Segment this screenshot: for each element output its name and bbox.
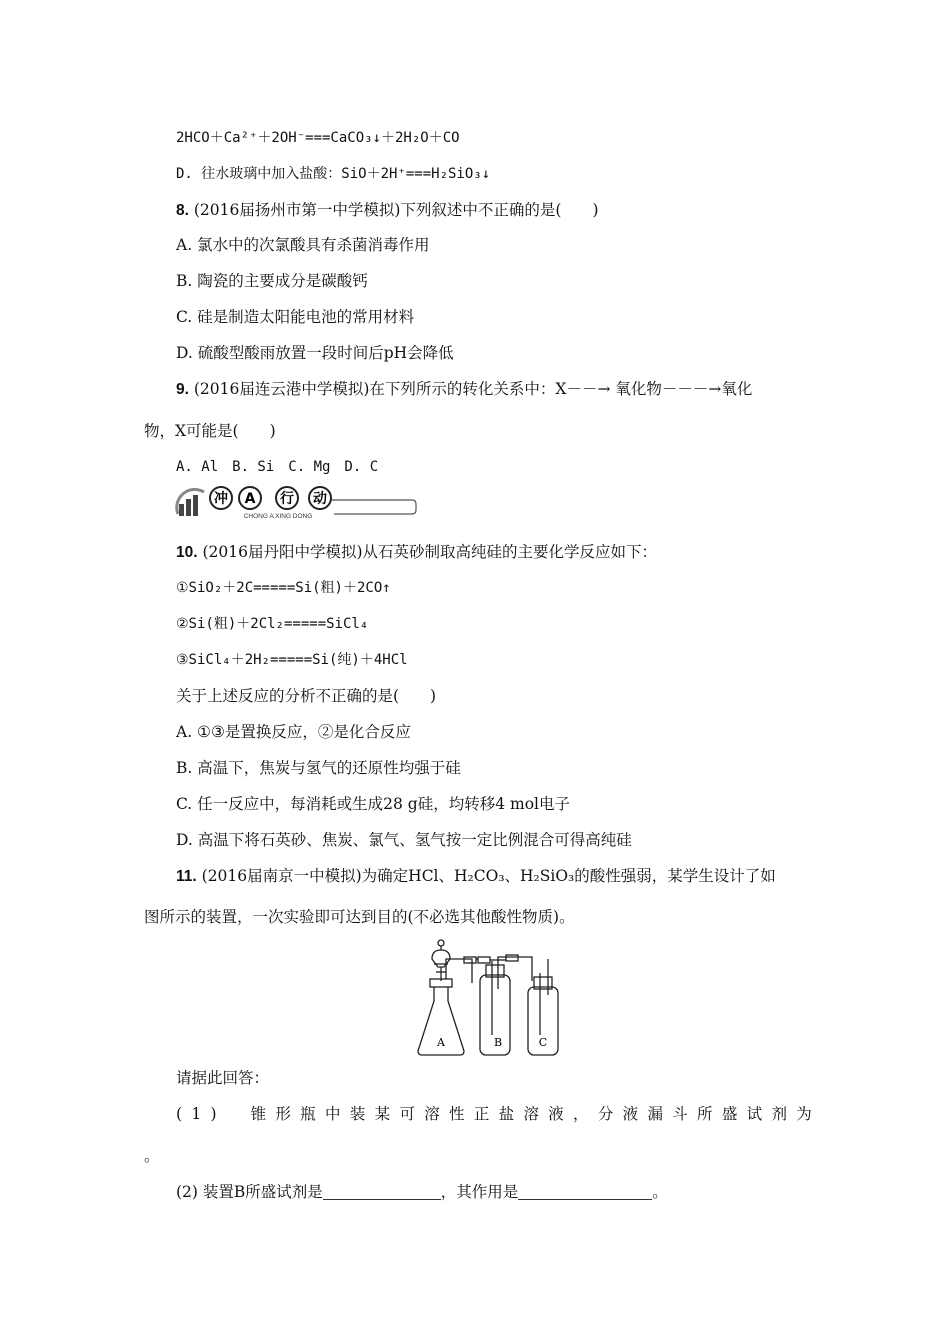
q8-number: 8.	[176, 202, 189, 219]
q11-sub2-b: ，其作用是	[440, 1183, 519, 1201]
q10-option-b: B. 高温下，焦炭与氢气的还原性均强于硅	[176, 759, 461, 777]
banner-char-1: 冲	[214, 491, 228, 507]
q10-question: 关于上述反应的分析不正确的是( )	[176, 687, 437, 705]
q11-number: 11.	[176, 868, 197, 885]
q10-stem-line	[176, 542, 657, 563]
q9-options: A. Al B. Si C. Mg D. C	[176, 459, 379, 475]
banner-char-2: A	[244, 491, 256, 507]
banner-bars-icon	[177, 489, 204, 516]
q10-reaction-3: ③SiCl₄＋2H₂=====Si(纯)＋4HCl	[176, 652, 408, 668]
answer-blank-reagent[interactable]	[323, 1185, 441, 1200]
section-banner	[174, 484, 420, 520]
label-b: B	[493, 1036, 503, 1049]
q9-stem-line	[176, 379, 752, 400]
q10-number: 10.	[176, 544, 198, 561]
q11-sub1-end: 。	[144, 1147, 160, 1165]
banner-char-4: 动	[313, 491, 327, 507]
q10-reaction-1: ①SiO₂＋2C=====Si(粗)＋2CO↑	[176, 580, 391, 596]
option-d-prev: D. 往水玻璃中加入盐酸：SiO＋2H⁺===H₂SiO₃↓	[176, 166, 491, 182]
q11-sub1: (1) 锥形瓶中装某可溶性正盐溶液，分液漏斗所盛试剂为	[176, 1105, 822, 1123]
q8-option-b: B. 陶瓷的主要成分是碳酸钙	[176, 272, 368, 290]
q10-reaction-2: ②Si(粗)＋2Cl₂=====SiCl₄	[176, 616, 369, 632]
q8-option-a: A. 氯水中的次氯酸具有杀菌消毒作用	[176, 236, 430, 254]
q9-stem: (2016届连云港中学模拟)在下列所示的转化关系中：X－－→ 氧化物－－－→氧化	[193, 380, 753, 398]
q11-stem-line	[176, 866, 776, 887]
apparatus-diagram	[410, 935, 570, 1059]
q11-stem: (2016届南京一中模拟)为确定HCl、H₂CO₃、H₂SiO₃的酸性强弱，某学生设计了如	[201, 867, 776, 885]
q11-prompt: 请据此回答：	[176, 1069, 270, 1087]
banner-pinyin: CHONG A XING DONG	[243, 513, 313, 520]
label-a: A	[437, 1036, 445, 1049]
q11-sub2-line	[176, 1182, 668, 1202]
q9-stem-continued: 物，X可能是( )	[144, 422, 276, 440]
label-c: C	[538, 1036, 548, 1049]
q11-sub2-c: 。	[652, 1183, 668, 1201]
q8-option-d: D. 硫酸型酸雨放置一段时间后pH会降低	[176, 344, 454, 362]
q8-stem-line	[176, 200, 599, 221]
q10-option-d: D. 高温下将石英砂、焦炭、氯气、氢气按一定比例混合可得高纯硅	[176, 831, 632, 849]
answer-blank-function[interactable]	[518, 1185, 652, 1200]
q8-stem: (2016届扬州市第一中学模拟)下列叙述中不正确的是( )	[193, 201, 599, 219]
q10-option-a: A. ①③是置换反应，②是化合反应	[176, 723, 411, 741]
q9-number: 9.	[176, 381, 189, 398]
equation-continuation: 2HCO＋Ca²⁺＋2OH⁻===CaCO₃↓＋2H₂O＋CO	[176, 130, 460, 146]
q8-option-c: C. 硅是制造太阳能电池的常用材料	[176, 308, 415, 326]
q10-stem: (2016届丹阳中学模拟)从石英砂制取高纯硅的主要化学反应如下：	[202, 543, 658, 561]
q11-stem-continued: 图所示的装置，一次实验即可达到目的(不必选其他酸性物质)。	[144, 908, 575, 926]
q10-option-c: C. 任一反应中，每消耗或生成28 g硅，均转移4 mol电子	[176, 795, 571, 813]
q11-sub2-a: (2) 装置B所盛试剂是	[176, 1183, 323, 1201]
banner-char-3: 行	[280, 491, 294, 507]
